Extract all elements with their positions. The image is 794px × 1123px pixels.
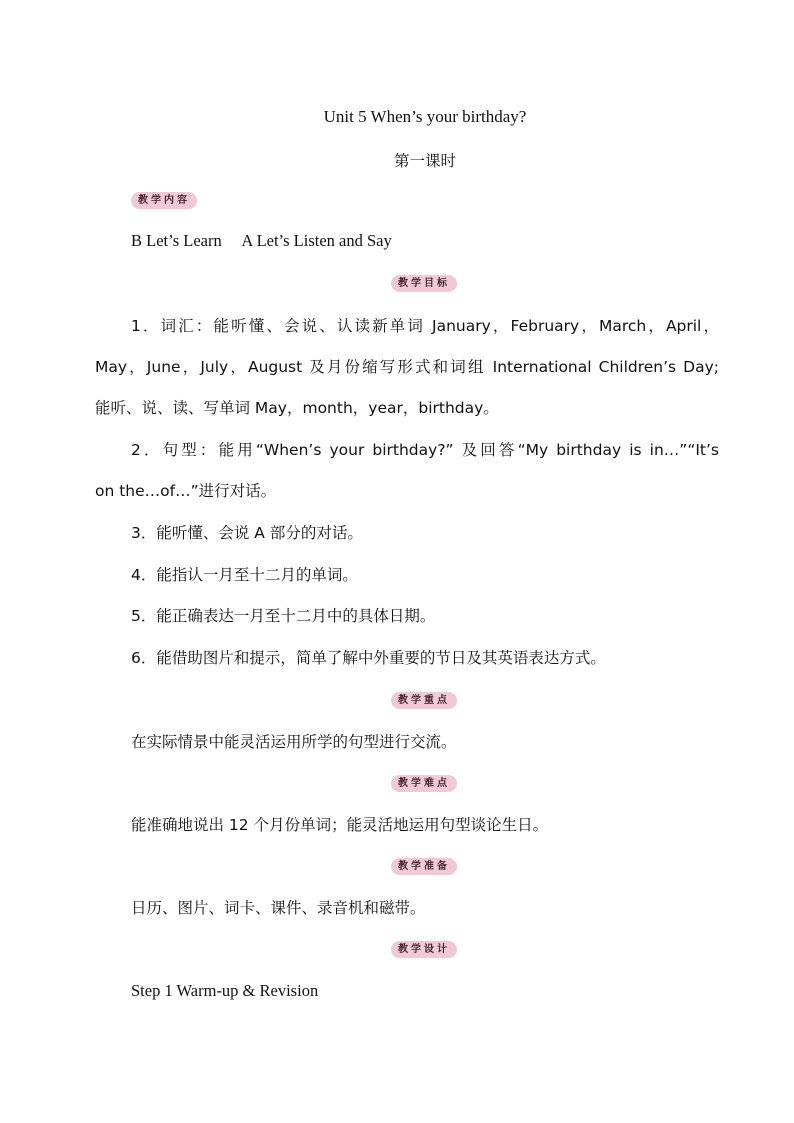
- goal-5: 5．能正确表达一月至十二月中的具体日期。: [131, 607, 436, 625]
- difficulty-section-badge: 教学难点: [391, 775, 457, 792]
- step-1-heading: Step 1 Warm-up & Revision: [131, 981, 319, 1000]
- prep-section-badge: 教学准备: [391, 858, 457, 875]
- prep-text: 日历、图片、词卡、课件、录音机和磁带。: [131, 899, 426, 917]
- key-point-text: 在实际情景中能灵活运用所学的句型进行交流。: [131, 733, 457, 751]
- goal-4: 4．能指认一月至十二月的单词。: [131, 566, 358, 584]
- key-section-badge: 教学重点: [391, 692, 457, 709]
- goal-2-line-2: on the…of…”进行对话。: [95, 482, 277, 500]
- difficulty-text: 能准确地说出 12 个月份单词；能灵活地运用句型谈论生日。: [131, 816, 549, 834]
- content-text: B Let’s Learn A Let’s Listen and Say: [131, 231, 392, 250]
- goals-section-badge: 教学目标: [391, 275, 457, 292]
- goal-1-line-3: 能听、说、读、写单词 May，month，year，birthday。: [95, 399, 499, 417]
- goal-3: 3．能听懂、会说 A 部分的对话。: [131, 524, 363, 542]
- page-title: Unit 5 When’s your birthday?: [323, 107, 527, 126]
- lesson-subtitle: 第一课时: [393, 152, 456, 170]
- goal-6: 6．能借助图片和提示，简单了解中外重要的节日及其英语表达方式。: [131, 649, 606, 667]
- goal-2-line-1: 2．句型：能用“When’s your birthday?” 及回答“My birthday is in…”“It’s: [131, 441, 719, 459]
- content-section-badge: 教学内容: [131, 192, 197, 209]
- design-section-badge: 教学设计: [391, 941, 457, 958]
- goal-1-line-1: 1．词汇：能听懂、会说、认读新单词 January，February，March，April，: [131, 317, 719, 335]
- goal-1-line-2: May，June，July，August 及月份缩写形式和词组 International Children’s Day;: [95, 358, 719, 376]
